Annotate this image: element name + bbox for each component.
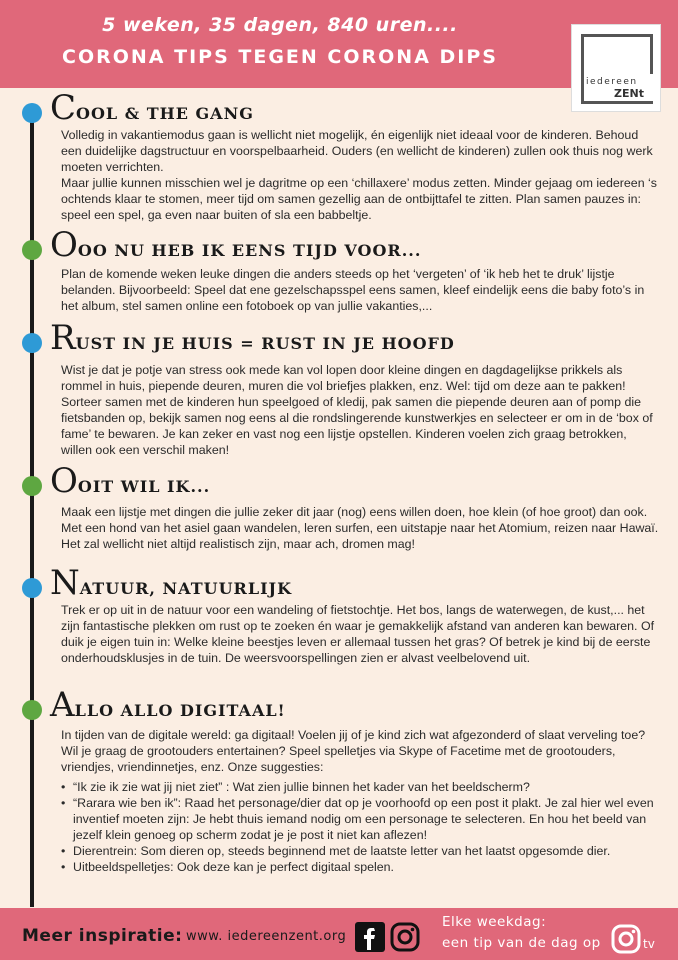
section-title-ooo: OOO NU HEB IK EENS TIJD VOOR... xyxy=(50,225,422,265)
section-title-natuur: NATUUR, NATUURLIJK xyxy=(50,563,293,603)
timeline-dot-green xyxy=(22,700,42,720)
suggestion-list xyxy=(61,779,666,875)
list-item: • Uitbeeldspelletjes: Ook deze kan je perfect digitaal spelen. xyxy=(61,859,666,875)
timeline-line xyxy=(30,112,34,907)
logo-text-top: iedereen xyxy=(586,77,638,87)
section-title-rust: RUST IN JE HUIS = RUST IN JE HOOFD xyxy=(50,318,455,358)
timeline-dot-green xyxy=(22,240,42,260)
footer-weekday-text: Elke weekdag: xyxy=(442,914,547,930)
instagram-icon[interactable] xyxy=(390,922,420,956)
list-item: • Dierentrein: Som dieren op, steeds beginnend met de laatste letter van het laatst opgesomde dier. xyxy=(61,843,666,859)
section-title-cool: COOL & THE GANG xyxy=(50,88,254,128)
footer-label: Meer inspiratie: xyxy=(22,926,183,946)
footer-tv-label: tv xyxy=(643,937,655,951)
timeline-dot-blue xyxy=(22,578,42,598)
header-subtitle: 5 weken, 35 dagen, 840 uren.... xyxy=(102,14,458,36)
logo-text-bottom: ZENt xyxy=(614,87,644,100)
logo-frame-right xyxy=(650,34,653,74)
list-item: • “Rarara wie ben ik”: Raad het personage/dier dat op je voorhoofd op een post it plakt. Je zal hier wel even inventief moeten zijn: Je hebt thuis iemand nodig om een personage te selecteren. En hou het beeld van jezelf klein genoeg op scherm zodat je je post it niet kan aflezen! xyxy=(61,795,666,843)
footer-banner xyxy=(0,908,678,960)
facebook-icon[interactable] xyxy=(355,922,385,952)
header-title: CORONA TIPS TEGEN CORONA DIPS xyxy=(62,46,498,68)
section-text-natuur: Trek er op uit in de natuur voor een wandeling of fietstochtje. Het bos, langs de waterwegen, de kust,... het zijn fantastische plekken om rust op te zoeken én waar je gemakkelijk afstand van anderen kan bewaren. Of duik je eigen tuin in: Welke kleine beestjes leven er allemaal tussen het gras? Of betrek je kind bij de eerste onderhoudsklusjes in de tuin. De weersvoorspellingen zien er alvast veelbelovend uit. xyxy=(61,603,655,665)
section-title-allo: ALLO ALLO DIGITAAL! xyxy=(50,685,286,725)
section-text-ooo: Plan de komende weken leuke dingen die anders steeds op het ‘vergeten’ of ‘ik heb het te druk’ lijstje belanden. Bijvoorbeeld: Speel dat ene gezelschapsspel eens samen, kleef eindelijk eens die baby foto’s in het album, stel samen online een fotoboek op van jullie vakanties,... xyxy=(61,267,645,313)
timeline-dot-blue xyxy=(22,103,42,123)
section-text-ooit: Maak een lijstje met dingen die jullie zeker dit jaar (nog) eens willen doen, hoe klein (of hoe groot) dan ook. Met een hond van het asiel gaan wandelen, leren surfen, een uitstapje naar het Atomium, reizen naar Hawaï. Het zal wellicht niet altijd realistisch zijn, maar ach, dromen mag! xyxy=(61,505,659,551)
section-text-rust: Wist je dat je potje van stress ook mede kan vol lopen door kleine dingen en dagdagelijkse prikkels als rommel in huis, piepende deuren, muren die vol briefjes plakken, enz. Wel: tijd om deze aan te pakken! Sorteer samen met de kinderen hun speelgoed of kledij, pak samen die piepende deuren aan of pomp die fietsbanden op, bekijk samen nog eens al die rondslingerende kunstwerkjes en selecteer er om in de ‘box of fame’ te bewaren. Je kan zeker en vast nog een lijstje opstellen. Kinderen voelen zich graag betrokken, willen ook een verschil maken! xyxy=(61,363,653,457)
instagram-tv-icon[interactable] xyxy=(611,924,641,958)
section-title-ooit: OOIT WIL IK... xyxy=(50,461,211,501)
iedereen-zent-logo xyxy=(571,24,661,112)
list-item: • “Ik zie ik zie wat jij niet ziet” : Wat zien jullie binnen het kader van het beeldscherm? xyxy=(61,779,666,795)
timeline-dot-green xyxy=(22,476,42,496)
section-text-allo: In tijden van de digitale wereld: ga digitaal! Voelen jij of je kind zich wat afgezonderd of slaat verveling toe? Wil je graag de grootouders entertainen? Speel spelletjes via Skype of Facetime met de grootouders, vriendjes, vriendinnetjes, enz. Onze suggesties: xyxy=(61,728,646,774)
timeline-dot-blue xyxy=(22,333,42,353)
section-text-cool: Volledig in vakantiemodus gaan is wellicht niet mogelijk, én eigenlijk niet ideaal voor de kinderen. Behoud een duidelijke dagstructuur en voorspelbaarheid. Ouders (en wellicht de kinderen) zullen ook thuis nog werk moeten verrichten. Maar jullie kunnen misschien wel je dagritme op een ‘chillaxere’ modus zetten. Minder gejaag om iedereen ‘s ochtends klaar te stomen, meer tijd om samen gezellig aan de ontbijttafel te zitten. Plan samen pauzes in: speel een spel, ga even naar buiten of sla een babbeltje. xyxy=(61,128,657,222)
footer-tip-text: een tip van de dag op xyxy=(442,935,601,951)
footer-website-link[interactable]: www. iedereenzent.org xyxy=(186,929,347,944)
